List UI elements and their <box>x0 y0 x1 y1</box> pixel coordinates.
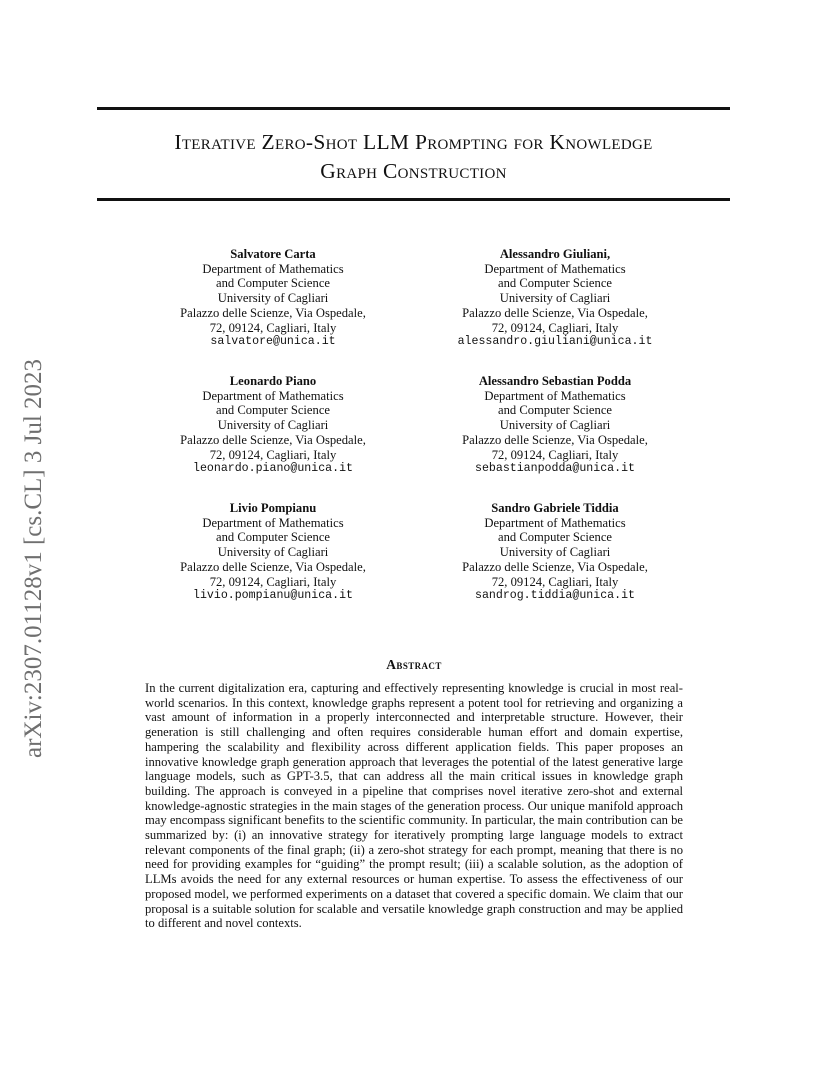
author-address: Palazzo delle Scienze, Via Ospedale, <box>462 432 648 447</box>
author-name: Alessandro Giuliani, <box>499 247 611 261</box>
author-name: Alessandro Sebastian Podda <box>478 374 632 388</box>
author-block <box>133 247 413 350</box>
author-department: Department of Mathematics <box>484 515 626 530</box>
title-top-rule <box>97 107 730 110</box>
author-block <box>415 501 695 604</box>
author-name: Livio Pompianu <box>229 501 317 515</box>
author-university: University of Cagliari <box>499 545 611 560</box>
author-university: University of Cagliari <box>217 545 329 560</box>
title-line-1: Iterative Zero-Shot LLM Prompting for Knowledge <box>174 130 653 154</box>
author-department: Department of Mathematics <box>202 388 344 403</box>
author-address-2: 72, 09124, Cagliari, Italy <box>209 574 337 589</box>
author-address-2: 72, 09124, Cagliari, Italy <box>209 320 337 335</box>
abstract-text: In the current digitalization era, capturing and effectively representing knowledge is crucial in most real-world scenarios. In this context, knowledge graphs represent a potent tool for retrieving and organizing a vast amount of information in a properly interconnected and interpretable structure. However, their generation is still challenging and often requires considerable human effort and domain expertise, hampering the scalability and flexibility across different application fields. This paper proposes an innovative knowledge graph generation approach that leverages the potential of the latest generative large language models, such as GPT-3.5, that can address all the main critical issues in knowledge graph building. The approach is conveyed in a pipeline that comprises novel iterative zero-shot and external knowledge-agnostic strategies in the main stages of the generation process. Our unique manifold approach may encompass significant benefits to the scientific community. In particular, the main contribution can be summarized by: (i) an innovative strategy for iteratively prompting large language models to extract relevant components of the final graph; (ii) a zero-shot strategy for each prompt, meaning that there is no need for providing examples for “guiding” the prompt result; (iii) a scalable solution, as the adoption of LLMs avoids the need for any external resources or human expertise. To assess the effectiveness of our proposed model, we performed experiments on a dataset that covered a specific domain. We claim that our proposal is a suitable solution for scalable and versatile knowledge graph construction and may be applied to different and novel contexts. <box>145 681 683 931</box>
author-email: sandrog.tiddia@unica.it <box>474 589 636 603</box>
author-name: Sandro Gabriele Tiddia <box>491 501 619 515</box>
title-bottom-rule <box>97 198 730 201</box>
author-address-2: 72, 09124, Cagliari, Italy <box>491 320 619 335</box>
author-block <box>415 374 695 477</box>
author-name: Salvatore Carta <box>230 247 316 261</box>
author-email: salvatore@unica.it <box>210 335 336 349</box>
author-address-2: 72, 09124, Cagliari, Italy <box>491 574 619 589</box>
author-email: livio.pompianu@unica.it <box>192 589 354 603</box>
author-block <box>415 247 695 350</box>
author-department-2: and Computer Science <box>215 530 330 545</box>
author-address-2: 72, 09124, Cagliari, Italy <box>491 447 619 462</box>
author-department-2: and Computer Science <box>497 276 612 291</box>
author-university: University of Cagliari <box>217 418 329 433</box>
title-line-2: Graph Construction <box>320 159 507 183</box>
author-department-2: and Computer Science <box>497 403 612 418</box>
paper-title <box>97 128 730 186</box>
author-block <box>133 374 413 477</box>
author-university: University of Cagliari <box>499 291 611 306</box>
author-address: Palazzo delle Scienze, Via Ospedale, <box>180 432 366 447</box>
author-department-2: and Computer Science <box>215 276 330 291</box>
author-email: leonardo.piano@unica.it <box>192 462 354 476</box>
author-department: Department of Mathematics <box>202 261 344 276</box>
author-department: Department of Mathematics <box>484 388 626 403</box>
author-block <box>133 501 413 604</box>
author-address: Palazzo delle Scienze, Via Ospedale, <box>180 305 366 320</box>
author-email: sebastianpodda@unica.it <box>474 462 636 476</box>
author-department-2: and Computer Science <box>215 403 330 418</box>
author-university: University of Cagliari <box>499 418 611 433</box>
author-address-2: 72, 09124, Cagliari, Italy <box>209 447 337 462</box>
author-department: Department of Mathematics <box>484 261 626 276</box>
author-address: Palazzo delle Scienze, Via Ospedale, <box>180 559 366 574</box>
author-department: Department of Mathematics <box>202 515 344 530</box>
author-name: Leonardo Piano <box>229 374 317 388</box>
arxiv-identifier: arXiv:2307.01128v1 [cs.CL] 3 Jul 2023 <box>20 358 47 758</box>
abstract-heading: Abstract <box>386 657 442 672</box>
author-department-2: and Computer Science <box>497 530 612 545</box>
author-university: University of Cagliari <box>217 291 329 306</box>
author-address: Palazzo delle Scienze, Via Ospedale, <box>462 559 648 574</box>
author-address: Palazzo delle Scienze, Via Ospedale, <box>462 305 648 320</box>
author-email: alessandro.giuliani@unica.it <box>457 335 653 349</box>
